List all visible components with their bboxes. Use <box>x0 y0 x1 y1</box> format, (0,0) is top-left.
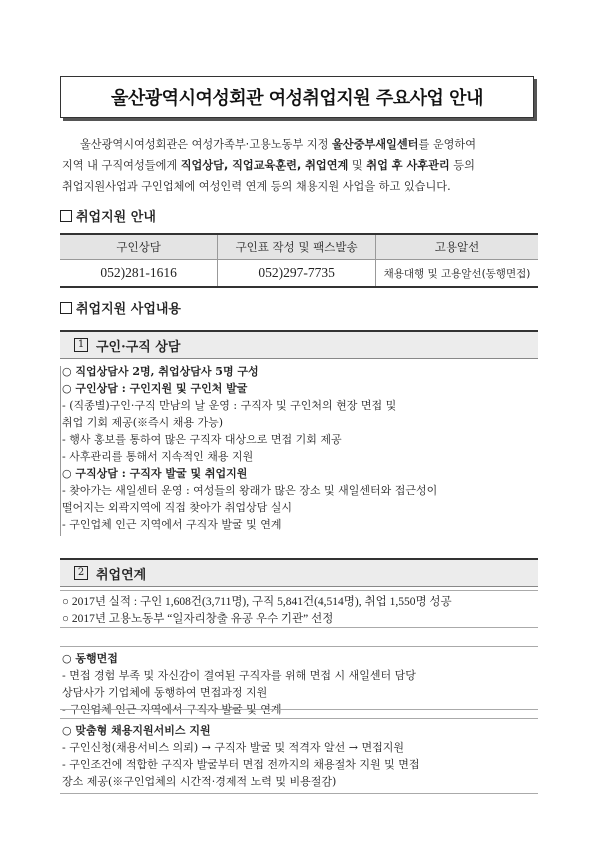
list-item: 장소 제공(※구인업체의 시간적·경제적 노력 및 비용절감) <box>62 775 337 788</box>
block-outline <box>60 646 538 710</box>
list-item: ○ 2017년 실적 : 구인 1,608건(3,711명), 구직 5,841건(4,514명), 취업 1,550명 성공 <box>62 596 452 608</box>
list-item: 상담사가 기업체에 동행하여 면접과정 지원 <box>62 686 268 699</box>
list-item: 취업 기회 제공(※즉시 채용 가능) <box>62 416 224 429</box>
list-item: ○ 직업상담사 2명, 취업상담사 5명 구성 <box>62 365 259 378</box>
list-item: - (직종별)구인·구직 만남의 날 운영 : 구직자 및 구인처의 현장 면접 및 <box>62 399 397 412</box>
number-box-icon: 1 <box>74 338 88 352</box>
table-header: 구인표 작성 및 팩스발송 <box>218 234 376 260</box>
list-item: - 면접 경험 부족 및 자신감이 결여된 구직자를 위해 면접 시 새일센터 담당 <box>62 669 416 682</box>
table-header: 구인상담 <box>60 234 218 260</box>
placement-service: 채용대행 및 고용알선(동행면접) <box>375 260 538 288</box>
subsection-title: 구인·구직 상담 <box>96 339 181 355</box>
page-title: 울산광역시여성회관 여성취업지원 주요사업 안내 <box>111 88 483 109</box>
center-name: 울산중부새일센터 <box>331 138 419 151</box>
intro-text: 등의 <box>449 159 475 172</box>
subsection-bar-1 <box>60 330 538 359</box>
table-header: 고용알선 <box>375 234 538 260</box>
intro-text: 지역 내 구직여성들에게 <box>62 159 181 172</box>
list-item: - 찾아가는 새일센터 운영 : 여성들의 왕래가 많은 장소 및 새일센터와 접근성이 <box>62 484 438 497</box>
list-item: - 구인업체 인근 지역에서 구직자 발굴 및 연계 <box>62 518 282 531</box>
list-item: 떨어지는 외곽지역에 직접 찾아가 취업상담 실시 <box>62 501 293 514</box>
list-item: ○ 구직상담 : 구직자 발굴 및 취업지원 <box>62 467 248 480</box>
list-item: - 행사 홍보를 통하여 많은 구직자 대상으로 면접 기회 제공 <box>62 433 342 446</box>
phone-recruit: 052)281-1616 <box>60 260 218 288</box>
phone-fax: 052)297-7735 <box>218 260 376 288</box>
section-heading-info <box>60 206 156 225</box>
list-item: - 구인신청(채용서비스 의뢰) → 구직자 발굴 및 적격자 알선 → 면접지원 <box>62 741 404 754</box>
intro-text: 및 <box>348 159 367 172</box>
list-item: ○ 2017년 고용노동부 “일자리창출 유공 우수 기관” 선정 <box>62 613 334 625</box>
number-box-icon: 2 <box>74 566 88 580</box>
list-item: - 사후관리를 통해서 지속적인 채용 지원 <box>62 450 254 463</box>
page-title-box <box>60 76 534 118</box>
content-block-1 <box>62 363 542 533</box>
subsection-title: 취업연계 <box>96 567 147 583</box>
section-title: 취업지원 사업내용 <box>76 302 181 317</box>
intro-text: 를 운영하여 <box>418 138 477 151</box>
info-table <box>60 233 538 288</box>
subsection-bar-2 <box>60 558 538 587</box>
intro-paragraph <box>62 134 538 197</box>
section-title: 취업지원 안내 <box>76 210 156 225</box>
checkbox-square-icon <box>60 210 72 222</box>
list-item: ○ 동행면접 <box>62 652 118 665</box>
list-item: ○ 맞춤형 채용지원서비스 지원 <box>62 724 211 737</box>
block-outline <box>60 718 538 794</box>
block-outline <box>60 590 538 628</box>
divider <box>60 366 61 536</box>
list-item: - 구인조건에 적합한 구직자 발굴부터 면접 전까지의 채용절차 지원 및 면접 <box>62 758 420 771</box>
section-heading-programs <box>60 298 181 317</box>
service-list: 직업상담, 직업교육훈련, 취업연계 <box>180 159 349 172</box>
checkbox-square-icon <box>60 302 72 314</box>
list-item: - 구인업체 인근 지역에서 구직자 발굴 및 연계 <box>62 703 282 716</box>
intro-text: 취업지원사업과 구인업체에 여성인력 연계 등의 채용지원 사업을 하고 있습니다. <box>62 180 451 193</box>
service-aftercare: 취업 후 사후관리 <box>366 159 450 172</box>
intro-text: 울산광역시여성회관은 여성가족부·고용노동부 지정 <box>80 138 332 151</box>
list-item: ○ 구인상담 : 구인지원 및 구인처 발굴 <box>62 382 248 395</box>
